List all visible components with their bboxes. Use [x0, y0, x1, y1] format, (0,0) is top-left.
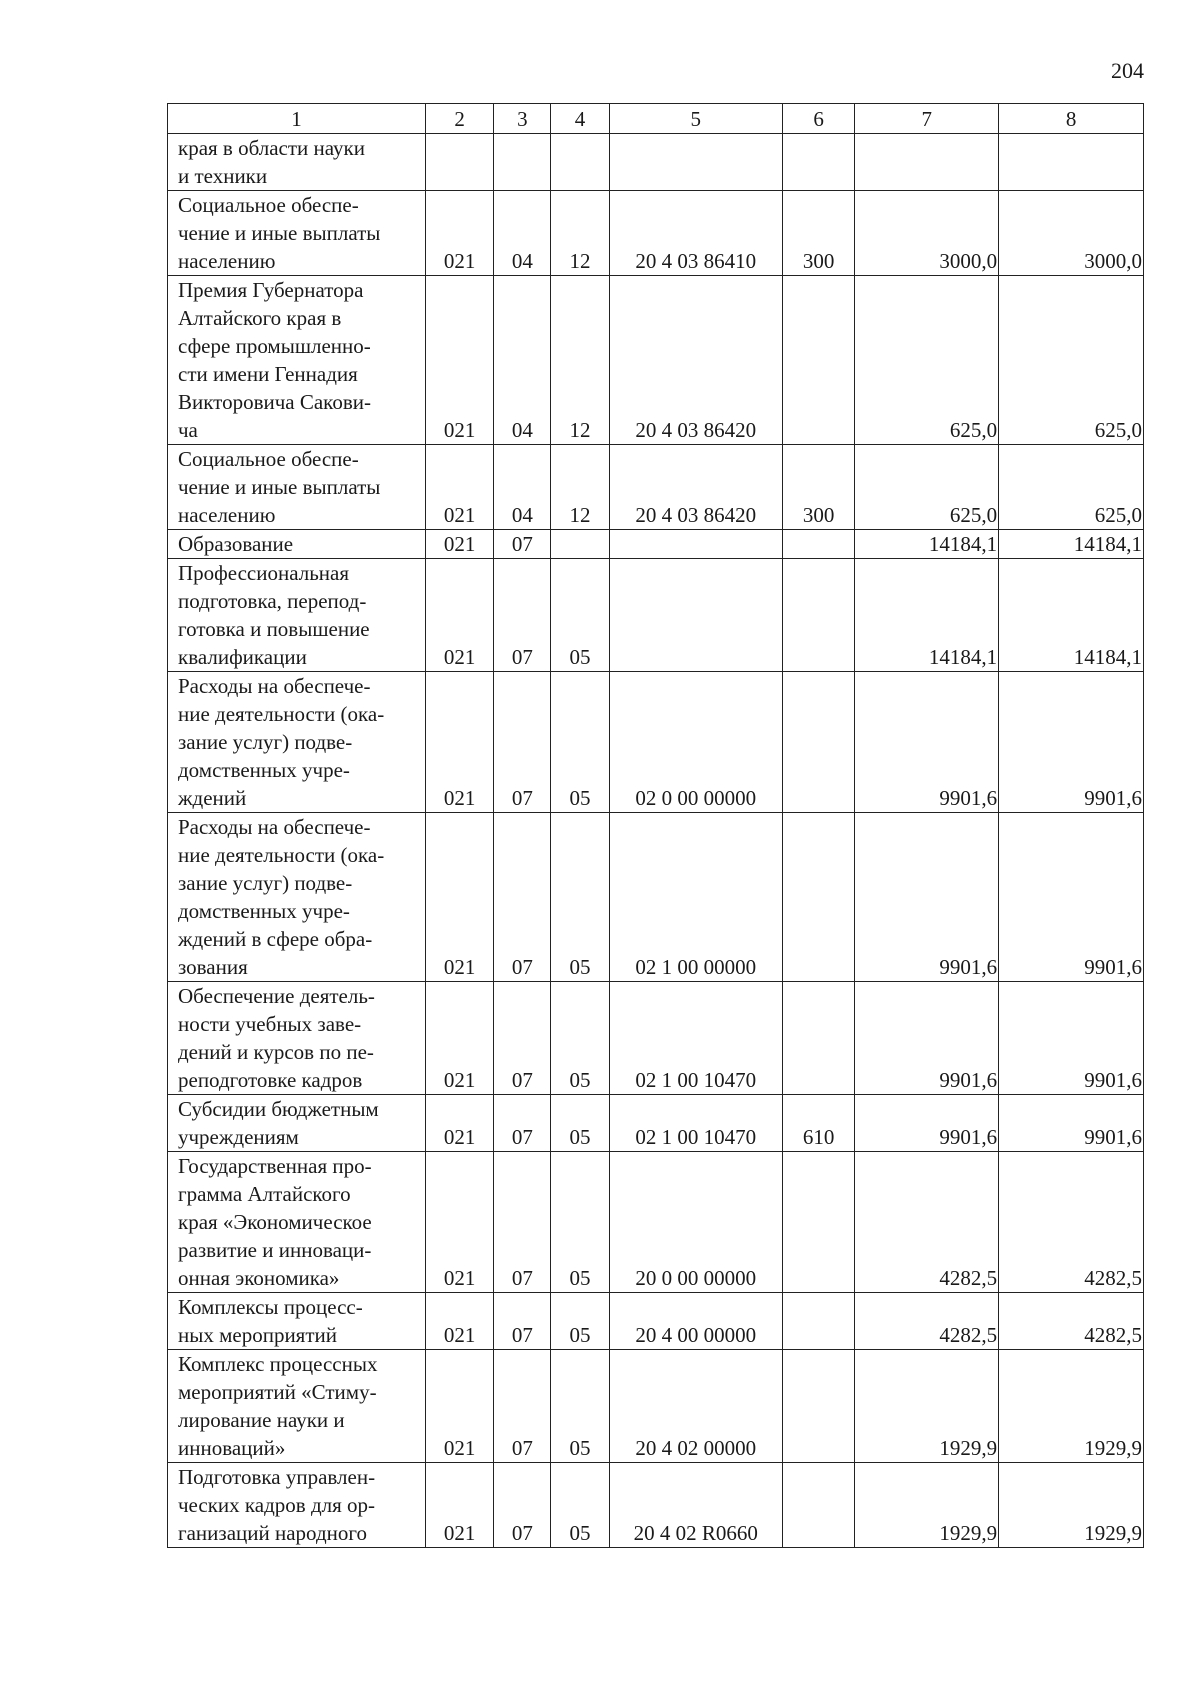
- item-name-cell: [168, 134, 426, 191]
- header-col-7: 7: [855, 104, 999, 134]
- item-name-line: ганизаций народного: [178, 1521, 367, 1545]
- item-name-line: Субсидии бюджетным: [178, 1097, 379, 1121]
- expense-type-cell: [782, 982, 854, 1095]
- section-code-cell: 07: [494, 1095, 551, 1152]
- amount-col7-cell: 625,0: [855, 276, 999, 445]
- expense-type-cell: [782, 1350, 854, 1463]
- budget-table: [167, 103, 1144, 1548]
- item-name-line: Профессиональная: [178, 561, 350, 585]
- header-row: [168, 104, 1144, 134]
- item-name-line: ных мероприятий: [178, 1323, 337, 1347]
- expense-type-cell: 610: [782, 1095, 854, 1152]
- target-article-cell: 02 1 00 00000: [609, 813, 782, 982]
- header-col-6: 6: [782, 104, 854, 134]
- target-article-cell: 02 0 00 00000: [609, 672, 782, 813]
- item-name-line: зание услуг) подве-: [178, 730, 353, 754]
- amount-col7-cell: 3000,0: [855, 191, 999, 276]
- target-article-cell: [609, 134, 782, 191]
- amount-col8-cell: 9901,6: [999, 672, 1144, 813]
- item-name-line: чение и иные выплаты: [178, 221, 381, 245]
- amount-col8-cell: 625,0: [999, 276, 1144, 445]
- item-name-cell: [168, 530, 426, 559]
- subsection-code-cell: 05: [551, 1463, 609, 1548]
- amount-col8-cell: 4282,5: [999, 1152, 1144, 1293]
- section-code-cell: 07: [494, 1463, 551, 1548]
- subsection-code-cell: [551, 134, 609, 191]
- item-name-line: инноваций»: [178, 1436, 286, 1460]
- amount-col7-cell: 14184,1: [855, 530, 999, 559]
- item-name-line: и техники: [178, 164, 268, 188]
- amount-col7-cell: 9901,6: [855, 813, 999, 982]
- target-article-cell: 20 0 00 00000: [609, 1152, 782, 1293]
- ved-code-cell: 021: [426, 445, 494, 530]
- item-name-line: ние деятельности (ока-: [178, 702, 385, 726]
- item-name-line: населению: [178, 249, 276, 273]
- item-name-line: зования: [178, 955, 248, 979]
- ved-code-cell: 021: [426, 672, 494, 813]
- item-name-line: Образование: [178, 532, 294, 556]
- item-name-line: Комплексы процесс-: [178, 1295, 363, 1319]
- header-col-2: 2: [426, 104, 494, 134]
- item-name-line: ние деятельности (ока-: [178, 843, 385, 867]
- amount-col8-cell: 1929,9: [999, 1350, 1144, 1463]
- table-body: [168, 134, 1144, 1548]
- target-article-cell: 20 4 02 00000: [609, 1350, 782, 1463]
- amount-col8-cell: 9901,6: [999, 982, 1144, 1095]
- item-name-line: сти имени Геннадия: [178, 362, 358, 386]
- amount-col8-cell: 9901,6: [999, 813, 1144, 982]
- ved-code-cell: 021: [426, 1152, 494, 1293]
- section-code-cell: 07: [494, 559, 551, 672]
- amount-col7-cell: 1929,9: [855, 1350, 999, 1463]
- table-row: [168, 982, 1144, 1095]
- header-col-3: 3: [494, 104, 551, 134]
- expense-type-cell: [782, 813, 854, 982]
- ved-code-cell: 021: [426, 1293, 494, 1350]
- item-name-cell: [168, 445, 426, 530]
- table-row: [168, 134, 1144, 191]
- item-name-line: Алтайского края в: [178, 306, 342, 330]
- amount-col7-cell: [855, 134, 999, 191]
- section-code-cell: [494, 134, 551, 191]
- ved-code-cell: [426, 134, 494, 191]
- table-row: [168, 191, 1144, 276]
- section-code-cell: 07: [494, 530, 551, 559]
- target-article-cell: 20 4 03 86420: [609, 445, 782, 530]
- item-name-cell: [168, 982, 426, 1095]
- subsection-code-cell: 05: [551, 559, 609, 672]
- header-col-1: 1: [168, 104, 426, 134]
- item-name-line: Обеспечение деятель-: [178, 984, 375, 1008]
- page-number: 204: [1111, 58, 1144, 83]
- expense-type-cell: [782, 1152, 854, 1293]
- item-name-line: реподготовке кадров: [178, 1068, 363, 1092]
- expense-type-cell: [782, 530, 854, 559]
- item-name-line: онная экономика»: [178, 1266, 340, 1290]
- subsection-code-cell: [551, 530, 609, 559]
- table-row: [168, 813, 1144, 982]
- item-name-line: грамма Алтайского: [178, 1182, 351, 1206]
- item-name-line: ческих кадров для ор-: [178, 1493, 376, 1517]
- item-name-line: Комплекс процессных: [178, 1352, 378, 1376]
- section-code-cell: 04: [494, 191, 551, 276]
- subsection-code-cell: 12: [551, 191, 609, 276]
- expense-type-cell: 300: [782, 191, 854, 276]
- item-name-line: края в области науки: [178, 136, 365, 160]
- amount-col7-cell: 4282,5: [855, 1293, 999, 1350]
- amount-col8-cell: 625,0: [999, 445, 1144, 530]
- table-row: [168, 1293, 1144, 1350]
- target-article-cell: 20 4 03 86420: [609, 276, 782, 445]
- item-name-line: домственных учре-: [178, 899, 350, 923]
- amount-col7-cell: 625,0: [855, 445, 999, 530]
- subsection-code-cell: 05: [551, 1152, 609, 1293]
- item-name-cell: [168, 813, 426, 982]
- item-name-cell: [168, 1095, 426, 1152]
- table-row: [168, 445, 1144, 530]
- item-name-line: Государственная про-: [178, 1154, 372, 1178]
- section-code-cell: 07: [494, 672, 551, 813]
- item-name-line: лирование науки и: [178, 1408, 345, 1432]
- section-code-cell: 07: [494, 1350, 551, 1463]
- expense-type-cell: 300: [782, 445, 854, 530]
- amount-col7-cell: 4282,5: [855, 1152, 999, 1293]
- section-code-cell: 07: [494, 813, 551, 982]
- expense-type-cell: [782, 1293, 854, 1350]
- amount-col8-cell: 14184,1: [999, 530, 1144, 559]
- section-code-cell: 07: [494, 1152, 551, 1293]
- item-name-line: зание услуг) подве-: [178, 871, 353, 895]
- item-name-cell: [168, 1463, 426, 1548]
- table-row: [168, 1152, 1144, 1293]
- amount-col8-cell: 1929,9: [999, 1463, 1144, 1548]
- ved-code-cell: 021: [426, 1350, 494, 1463]
- target-article-cell: [609, 530, 782, 559]
- ved-code-cell: 021: [426, 813, 494, 982]
- ved-code-cell: 021: [426, 1095, 494, 1152]
- amount-col8-cell: 3000,0: [999, 191, 1144, 276]
- header-col-5: 5: [609, 104, 782, 134]
- item-name-cell: [168, 276, 426, 445]
- amount-col7-cell: 9901,6: [855, 1095, 999, 1152]
- section-code-cell: 04: [494, 445, 551, 530]
- section-code-cell: 04: [494, 276, 551, 445]
- table-row: [168, 559, 1144, 672]
- item-name-line: домственных учре-: [178, 758, 350, 782]
- expense-type-cell: [782, 1463, 854, 1548]
- subsection-code-cell: 05: [551, 1095, 609, 1152]
- item-name-cell: [168, 1152, 426, 1293]
- item-name-line: Подготовка управлен-: [178, 1465, 376, 1489]
- amount-col8-cell: 4282,5: [999, 1293, 1144, 1350]
- table-row: [168, 1350, 1144, 1463]
- item-name-line: Социальное обеспе-: [178, 447, 359, 471]
- target-article-cell: 20 4 00 00000: [609, 1293, 782, 1350]
- ved-code-cell: 021: [426, 982, 494, 1095]
- item-name-line: учреждениям: [178, 1125, 299, 1149]
- amount-col7-cell: 9901,6: [855, 672, 999, 813]
- item-name-line: ждений: [178, 786, 247, 810]
- section-code-cell: 07: [494, 982, 551, 1095]
- item-name-line: ности учебных заве-: [178, 1012, 362, 1036]
- expense-type-cell: [782, 276, 854, 445]
- item-name-line: квалификации: [178, 645, 307, 669]
- item-name-line: края «Экономическое: [178, 1210, 372, 1234]
- table-row: [168, 276, 1144, 445]
- item-name-cell: [168, 1350, 426, 1463]
- target-article-cell: 02 1 00 10470: [609, 982, 782, 1095]
- item-name-line: сфере промышленно-: [178, 334, 371, 358]
- target-article-cell: 20 4 03 86410: [609, 191, 782, 276]
- item-name-line: Расходы на обеспече-: [178, 674, 371, 698]
- table-row: [168, 1463, 1144, 1548]
- subsection-code-cell: 05: [551, 672, 609, 813]
- item-name-line: населению: [178, 503, 276, 527]
- amount-col8-cell: 9901,6: [999, 1095, 1144, 1152]
- table-row: [168, 1095, 1144, 1152]
- item-name-line: Викторовича Сакови-: [178, 390, 371, 414]
- subsection-code-cell: 05: [551, 982, 609, 1095]
- ved-code-cell: 021: [426, 191, 494, 276]
- item-name-line: мероприятий «Стиму-: [178, 1380, 377, 1404]
- item-name-cell: [168, 559, 426, 672]
- subsection-code-cell: 12: [551, 445, 609, 530]
- section-code-cell: 07: [494, 1293, 551, 1350]
- item-name-cell: [168, 1293, 426, 1350]
- expense-type-cell: [782, 672, 854, 813]
- item-name-cell: [168, 672, 426, 813]
- ved-code-cell: 021: [426, 1463, 494, 1548]
- amount-col8-cell: 14184,1: [999, 559, 1144, 672]
- item-name-line: чение и иные выплаты: [178, 475, 381, 499]
- item-name-line: Расходы на обеспече-: [178, 815, 371, 839]
- item-name-line: ча: [178, 418, 198, 442]
- subsection-code-cell: 12: [551, 276, 609, 445]
- expense-type-cell: [782, 559, 854, 672]
- ved-code-cell: 021: [426, 559, 494, 672]
- item-name-line: развитие и инноваци-: [178, 1238, 372, 1262]
- subsection-code-cell: 05: [551, 813, 609, 982]
- header-col-4: 4: [551, 104, 609, 134]
- table-row: [168, 530, 1144, 559]
- target-article-cell: 02 1 00 10470: [609, 1095, 782, 1152]
- item-name-line: ждений в сфере обра-: [178, 927, 373, 951]
- amount-col8-cell: [999, 134, 1144, 191]
- item-name-line: Премия Губернатора: [178, 278, 364, 302]
- item-name-line: подготовка, перепод-: [178, 589, 367, 613]
- target-article-cell: 20 4 02 R0660: [609, 1463, 782, 1548]
- ved-code-cell: 021: [426, 530, 494, 559]
- item-name-cell: [168, 191, 426, 276]
- subsection-code-cell: 05: [551, 1350, 609, 1463]
- amount-col7-cell: 1929,9: [855, 1463, 999, 1548]
- table-row: [168, 672, 1144, 813]
- header-col-8: 8: [999, 104, 1144, 134]
- target-article-cell: [609, 559, 782, 672]
- amount-col7-cell: 9901,6: [855, 982, 999, 1095]
- amount-col7-cell: 14184,1: [855, 559, 999, 672]
- subsection-code-cell: 05: [551, 1293, 609, 1350]
- expense-type-cell: [782, 134, 854, 191]
- item-name-line: Социальное обеспе-: [178, 193, 359, 217]
- item-name-line: готовка и повышение: [178, 617, 370, 641]
- item-name-line: дений и курсов по пе-: [178, 1040, 374, 1064]
- ved-code-cell: 021: [426, 276, 494, 445]
